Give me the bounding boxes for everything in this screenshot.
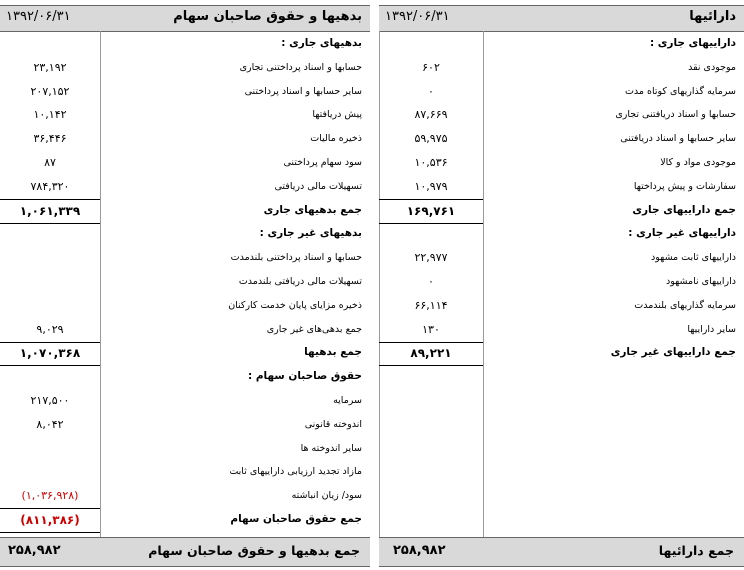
section-heading-row (379, 223, 744, 247)
row-value: ۷۸۴,۳۲۰ (30, 179, 70, 193)
row-label: تسهیلات مالی دریافتی (274, 180, 362, 192)
total-underline (379, 365, 483, 366)
total-row (379, 200, 744, 224)
row-value: ۲۰۷,۱۵۲ (30, 84, 70, 98)
section-heading-row (0, 223, 370, 247)
row-value: ۸,۰۴۲ (36, 417, 64, 431)
liabilities-title: بدهیها و حقوق صاحبان سهام (173, 9, 362, 24)
line-item-row (379, 81, 744, 105)
row-value: ۶۰۲ (422, 60, 440, 74)
row-value: ۱۰,۹۷۹ (414, 179, 448, 193)
liabilities-date: ۱۳۹۲/۰۶/۳۱ (6, 9, 71, 24)
line-item-row (379, 176, 744, 200)
row-label: جمع حقوق صاحبان سهام (230, 513, 362, 525)
total-underline (0, 532, 100, 533)
row-value: ۱۰,۵۳۶ (414, 156, 448, 169)
row-label: موجودی نقد (688, 61, 736, 73)
line-item-row (379, 271, 744, 295)
row-value: ۱۳۰ (422, 322, 440, 336)
row-value: ۱,۰۷۰,۳۶۸ (19, 346, 81, 361)
line-item-row (0, 247, 370, 271)
row-value: ۲۱۷,۵۰۰ (30, 394, 70, 407)
line-item-row (0, 390, 370, 414)
row-value: ۱۶۹,۷۶۱ (406, 203, 456, 218)
assets-date: ۱۳۹۲/۰۶/۳۱ (385, 9, 450, 24)
total-row (0, 342, 370, 366)
line-item-row (0, 128, 370, 152)
row-label: سایر اندوخته ها (300, 442, 362, 454)
panel-separator (370, 0, 379, 570)
section-heading-row (0, 33, 370, 57)
row-label: سود سهام پرداختنی (283, 157, 362, 168)
row-label: سایر داراییها (687, 323, 736, 335)
assets-panel (379, 0, 744, 570)
line-item-row (0, 319, 370, 343)
row-value: ۱۰,۱۴۲ (33, 108, 67, 122)
assets-footer (379, 537, 744, 567)
row-label: سفارشات و پیش پرداختها (633, 180, 736, 192)
row-label: حقوق صاحبان سهام : (247, 370, 362, 383)
row-label: جمع داراییهای غیر جاری (610, 346, 736, 359)
row-label: موجودی مواد و کالا (660, 157, 736, 168)
row-value: ۰ (428, 84, 434, 98)
line-item-row (0, 414, 370, 438)
row-label: ذخیره مالیات (310, 133, 362, 145)
row-value: ۹,۰۲۹ (36, 322, 64, 336)
row-value: ۱,۰۶۱,۳۳۹ (19, 203, 81, 218)
row-value: ۲۳,۱۹۲ (33, 60, 67, 74)
row-label: جمع بدهی‌های غیر جاری (266, 323, 362, 335)
line-item-row (0, 461, 370, 485)
section-heading-row (379, 33, 744, 57)
row-value: (۸۱۱,۳۸۶) (20, 513, 80, 527)
row-label: داراییهای ثابت مشهود (651, 252, 736, 264)
liabilities-footer-label: جمع بدهیها و حقوق صاحبان سهام (148, 543, 360, 558)
row-label: اندوخته قانونی (304, 418, 362, 430)
line-item-row (379, 319, 744, 343)
line-item-row (0, 57, 370, 81)
row-label: حسابها و اسناد پرداختنی بلندمدت (230, 252, 362, 264)
row-label: تسهیلات مالی دریافتی بلندمدت (238, 276, 362, 287)
line-item-row (0, 295, 370, 319)
row-value: ۸۷ (44, 156, 56, 169)
line-item-row (379, 104, 744, 128)
line-item-row (379, 57, 744, 81)
liabilities-footer-value: ۲۵۸,۹۸۲ (8, 543, 61, 558)
line-item-row (0, 485, 370, 509)
line-item-row (379, 152, 744, 176)
line-item-row (379, 295, 744, 319)
row-label: سود/ زیان انباشته (291, 490, 362, 502)
line-item-row (0, 152, 370, 176)
row-label: جمع بدهیها (304, 346, 362, 359)
row-label: سایر حسابها و اسناد پرداختنی (244, 85, 362, 97)
line-item-row (0, 271, 370, 295)
row-label: داراییهای غیر جاری : (628, 227, 736, 240)
line-item-row (0, 104, 370, 128)
assets-title: دارائیها (689, 9, 736, 24)
line-item-row (0, 81, 370, 105)
row-value: ۸۹,۲۲۱ (410, 346, 452, 361)
total-row (0, 200, 370, 224)
row-label: حسابها و اسناد پرداختنی تجاری (239, 61, 362, 73)
line-item-row (0, 438, 370, 462)
row-value: ۰ (428, 275, 434, 288)
liabilities-header (0, 5, 370, 32)
total-row (0, 509, 370, 533)
row-value: ۳۶,۴۴۶ (33, 132, 67, 146)
assets-header (379, 5, 744, 32)
assets-footer-label: جمع دارائیها (658, 543, 734, 558)
row-label: پیش دریافتها (312, 109, 362, 121)
row-label: سرمایه (333, 395, 362, 406)
section-heading-row (0, 366, 370, 390)
row-label: سرمایه گذاریهای کوتاه مدت (624, 85, 736, 97)
row-value: ۸۷,۶۶۹ (414, 108, 448, 122)
row-value: (۱,۰۳۶,۹۲۸) (21, 489, 79, 503)
liabilities-equity-panel (0, 0, 370, 570)
liabilities-footer (0, 537, 370, 567)
row-label: سایر حسابها و اسناد دریافتنی (620, 133, 736, 145)
line-item-row (0, 176, 370, 200)
row-label: جمع بدهیهای جاری (263, 203, 362, 216)
line-item-row (379, 247, 744, 271)
row-value: ۵۹,۹۷۵ (414, 132, 448, 146)
assets-footer-value: ۲۵۸,۹۸۲ (393, 543, 446, 558)
row-label: بدهیهای جاری : (281, 37, 362, 49)
row-label: ذخیره مزایای پایان خدمت کارکنان (228, 299, 362, 311)
row-label: داراییهای جاری : (649, 37, 736, 49)
row-label: مازاد تجدید ارزیابی داراییهای ثابت (229, 466, 362, 478)
total-row (379, 342, 744, 366)
row-label: بدهیهای غیر جاری : (259, 227, 362, 240)
row-label: جمع داراییهای جاری (632, 203, 736, 216)
line-item-row (379, 128, 744, 152)
row-value: ۶۶,۱۱۴ (414, 298, 448, 312)
row-label: داراییهای نامشهود (666, 276, 736, 287)
row-value: ۲۲,۹۷۷ (414, 251, 448, 265)
row-label: حسابها و اسناد دریافتنی تجاری (615, 109, 736, 121)
row-label: سرمایه گذاریهای بلندمدت (634, 299, 736, 311)
